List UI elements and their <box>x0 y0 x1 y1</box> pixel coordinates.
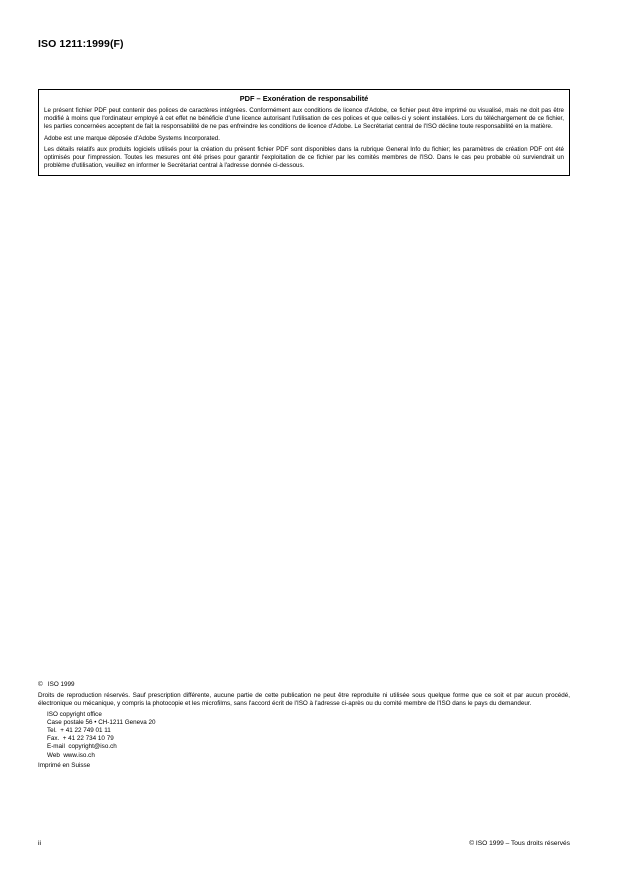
address-line-postal: Case postale 56 • CH-1211 Geneva 20 <box>47 718 156 726</box>
address-line-tel: Tel. + 41 22 749 01 11 <box>47 727 111 735</box>
copyright-line: © ISO 1999 <box>38 681 75 688</box>
printed-in-text: Imprimé en Suisse <box>38 761 91 769</box>
reproduction-rights-text: Droits de reproduction réservés. Sauf prescription différente, aucune partie de cette publication ne peut être reproduite ni utilisée sous quelque forme que ce soit et par aucun procédé, électronique ou mécanique, y compris la photocopie et les microfilms, sans l'accord écrit de l'ISO à l'adresse ci-après ou du comité membre de l'ISO dans le pays du demandeur. <box>38 692 570 708</box>
address-line-email: E-mail copyright@iso.ch <box>47 743 117 751</box>
document-header-title: ISO 1211:1999(F) <box>38 38 124 50</box>
disclaimer-title: PDF – Exonération de responsabilité <box>239 94 369 103</box>
address-line-fax: Fax. + 41 22 734 10 79 <box>47 735 114 743</box>
disclaimer-paragraph-adobe: Adobe est une marque déposée d'Adobe Systems Incorporated. <box>44 134 220 142</box>
copyright-office-address <box>47 711 570 760</box>
footer-page-number: ii <box>38 840 42 847</box>
address-line-office: ISO copyright office <box>47 710 102 718</box>
address-line-web: Web www.iso.ch <box>47 751 95 759</box>
footer-copyright: © ISO 1999 – Tous droits réservés <box>469 840 570 847</box>
pdf-disclaimer-box <box>38 89 570 176</box>
disclaimer-paragraph-fonts: Le présent fichier PDF peut contenir des polices de caractères intégrées. Conformément aux conditions de licence d'Adobe, ce fichier peut être imprimé ou visualisé, mais ne doit pas être modifié à moins que l'ordinateur employé à cet effet ne bénéficie d'une licence autorisant l'utilisation de ces polices et que celles-ci y soient installées. Lors du téléchargement de ce fichier, les parties concernées acceptent de fait la responsabilité de ne pas enfreindre les conditions de licence d'Adobe. Le Secrétariat central de l'ISO décline toute responsabilité en la matière. <box>44 107 564 131</box>
disclaimer-paragraph-details: Les détails relatifs aux produits logiciels utilisés pour la création du présent fichier PDF sont disponibles dans la rubrique General Info du fichier; les paramètres de création PDF ont été optimisés pour l'impression. Toutes les mesures ont été prises pour garantir l'exploitation de ce fichier par les comités membres de l'ISO. Dans le cas peu probable où surviendrait un problème d'utilisation, veuillez en informer le Secrétariat central à l'adresse donnée ci-dessous. <box>44 146 564 170</box>
copyright-block <box>38 681 570 770</box>
